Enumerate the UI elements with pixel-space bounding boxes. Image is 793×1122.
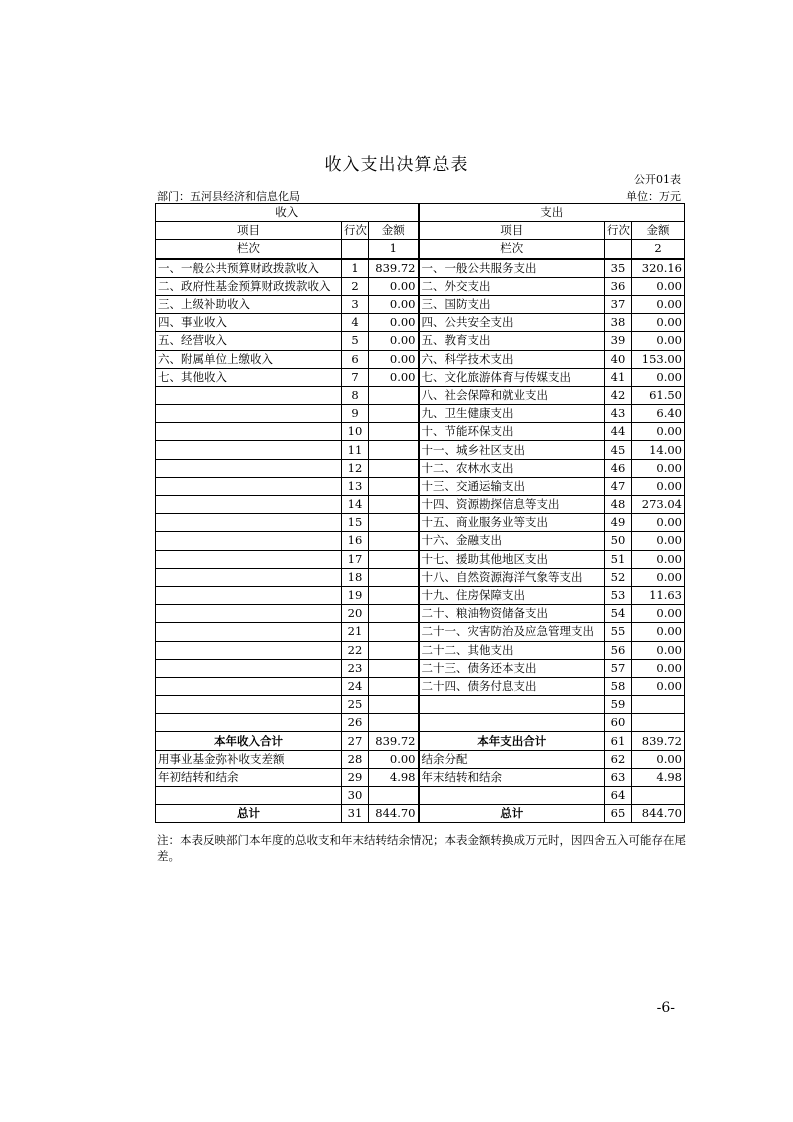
income-amount-cell: 4.98 [369,768,419,786]
income-line-cell: 18 [342,568,369,586]
income-header: 收入 [156,204,419,222]
income-amount-cell [369,605,419,623]
income-line-cell: 1 [342,259,369,278]
expense-item-cell [419,787,605,805]
income-line-cell: 22 [342,641,369,659]
expense-amount-cell: 844.70 [632,805,685,823]
income-amount-cell: 844.70 [369,805,419,823]
income-item-cell [156,605,342,623]
expense-item-cell: 十五、商业服务业等支出 [419,514,605,532]
expense-line-cell: 61 [605,732,632,750]
expense-amount-cell: 0.00 [632,314,685,332]
income-item-cell [156,459,342,477]
income-item-cell [156,514,342,532]
table-row [156,350,685,368]
expense-line-cell: 45 [605,441,632,459]
income-line-cell: 19 [342,586,369,604]
expense-amount-cell: 0.00 [632,623,685,641]
income-item-cell [156,677,342,695]
income-line-header: 行次 [342,222,369,240]
income-line-cell: 3 [342,295,369,313]
table-row [156,277,685,295]
income-item-cell [156,696,342,714]
expense-line-cell: 53 [605,586,632,604]
income-item-cell: 四、事业收入 [156,314,342,332]
income-line-cell: 2 [342,277,369,295]
expense-line-cell: 43 [605,405,632,423]
table-row [156,496,685,514]
income-item-cell [156,623,342,641]
expense-amount-cell: 320.16 [632,259,685,278]
income-line-cell: 11 [342,441,369,459]
form-number: 公开01表 [634,173,681,186]
table-row [156,805,685,823]
table-row [156,605,685,623]
expense-line-cell: 41 [605,368,632,386]
expense-amount-cell: 6.40 [632,405,685,423]
table-row [156,532,685,550]
income-amount-cell [369,459,419,477]
expense-item-cell: 十六、金融支出 [419,532,605,550]
expense-line-cell: 59 [605,696,632,714]
income-line-cell: 31 [342,805,369,823]
expense-amount-cell: 0.00 [632,677,685,695]
table-row [156,732,685,750]
expense-line-header: 行次 [605,222,632,240]
table-row [156,514,685,532]
table-row [156,787,685,805]
income-amount-cell: 0.00 [369,314,419,332]
expense-col-number: 2 [632,240,685,259]
income-item-cell: 六、附属单位上缴收入 [156,350,342,368]
income-line-cell: 21 [342,623,369,641]
table-row [156,623,685,641]
income-line-cell: 17 [342,550,369,568]
expense-item-cell [419,714,605,732]
table-row [156,477,685,495]
footnote: 注：本表反映部门本年度的总收支和年末结转结余情况；本表金额转换成万元时，因四舍五入可能存在尾差。 [157,833,686,863]
expense-line-cell: 62 [605,750,632,768]
income-amount-cell [369,696,419,714]
table-row [156,677,685,695]
income-amount-cell [369,514,419,532]
expense-line-cell: 51 [605,550,632,568]
income-line-cell: 15 [342,514,369,532]
expense-item-cell: 八、社会保障和就业支出 [419,386,605,404]
income-line-cell: 24 [342,677,369,695]
income-item-cell [156,405,342,423]
table-row [156,332,685,350]
expense-line-cell: 64 [605,787,632,805]
expense-item-cell: 一、一般公共服务支出 [419,259,605,278]
income-item-cell [156,586,342,604]
expense-line-cell: 50 [605,532,632,550]
expense-item-cell: 年末结转和结余 [419,768,605,786]
income-line-cell: 8 [342,386,369,404]
income-item-cell: 三、上级补助收入 [156,295,342,313]
expense-item-cell: 七、文化旅游体育与传媒支出 [419,368,605,386]
table-row [156,405,685,423]
expense-line-cell: 58 [605,677,632,695]
income-amount-cell [369,386,419,404]
table-row [156,550,685,568]
income-amount-cell: 0.00 [369,277,419,295]
expense-amount-cell: 0.00 [632,514,685,532]
income-item-cell [156,787,342,805]
expense-item-cell: 四、公共安全支出 [419,314,605,332]
income-col-label: 栏次 [156,240,342,259]
income-line-cell: 14 [342,496,369,514]
expense-item-cell: 二十一、灾害防治及应急管理支出 [419,623,605,641]
income-item-cell [156,477,342,495]
income-line-cell: 4 [342,314,369,332]
income-amount-cell: 839.72 [369,259,419,278]
table-row [156,295,685,313]
income-item-cell [156,550,342,568]
income-item-cell: 七、其他收入 [156,368,342,386]
expense-item-cell: 十二、农林水支出 [419,459,605,477]
expense-line-cell: 39 [605,332,632,350]
income-item-cell: 年初结转和结余 [156,768,342,786]
income-amount-cell [369,641,419,659]
expense-amount-cell: 153.00 [632,350,685,368]
expense-item-cell: 二十四、债务付息支出 [419,677,605,695]
expense-amount-cell: 273.04 [632,496,685,514]
header-columns-row [156,222,685,240]
expense-line-cell: 38 [605,314,632,332]
expense-amount-cell: 0.00 [632,750,685,768]
income-amount-cell [369,532,419,550]
income-amount-cell [369,496,419,514]
income-item-cell [156,714,342,732]
expense-item-cell: 十一、城乡社区支出 [419,441,605,459]
income-item-cell [156,386,342,404]
expense-item-cell: 本年支出合计 [419,732,605,750]
expense-header: 支出 [419,204,685,222]
income-col-blank [342,240,369,259]
table-row [156,641,685,659]
income-item-cell: 本年收入合计 [156,732,342,750]
income-amount-cell [369,659,419,677]
income-item-cell: 二、政府性基金预算财政拨款收入 [156,277,342,295]
table-row [156,659,685,677]
income-col-number: 1 [369,240,419,259]
expense-amount-cell: 0.00 [632,368,685,386]
income-line-cell: 25 [342,696,369,714]
expense-item-cell: 十四、资源勘探信息等支出 [419,496,605,514]
expense-amount-cell [632,696,685,714]
expense-item-cell: 十、节能环保支出 [419,423,605,441]
expense-item-cell: 九、卫生健康支出 [419,405,605,423]
expense-line-cell: 40 [605,350,632,368]
expense-amount-cell: 4.98 [632,768,685,786]
expense-line-cell: 56 [605,641,632,659]
expense-line-cell: 42 [605,386,632,404]
table-row [156,368,685,386]
page-number: -6- [656,1000,675,1016]
income-amount-cell [369,423,419,441]
expense-item-cell: 二十、粮油物资储备支出 [419,605,605,623]
table-row [156,568,685,586]
expense-item-cell: 结余分配 [419,750,605,768]
income-line-cell: 30 [342,787,369,805]
income-item-cell [156,496,342,514]
income-line-cell: 20 [342,605,369,623]
expense-line-cell: 60 [605,714,632,732]
expense-item-cell: 五、教育支出 [419,332,605,350]
expense-line-cell: 48 [605,496,632,514]
income-line-cell: 6 [342,350,369,368]
expense-amount-cell [632,787,685,805]
income-amount-cell [369,623,419,641]
expense-item-cell: 二、外交支出 [419,277,605,295]
expense-amount-cell: 0.00 [632,277,685,295]
expense-line-cell: 46 [605,459,632,477]
expense-amount-cell [632,714,685,732]
expense-col-label: 栏次 [419,240,605,259]
income-line-cell: 26 [342,714,369,732]
income-item-cell [156,568,342,586]
header-section-row [156,204,685,222]
expense-line-cell: 55 [605,623,632,641]
table-row [156,586,685,604]
income-line-cell: 9 [342,405,369,423]
income-amount-cell: 0.00 [369,295,419,313]
expense-line-cell: 63 [605,768,632,786]
expense-amount-cell: 14.00 [632,441,685,459]
income-line-cell: 23 [342,659,369,677]
income-line-cell: 10 [342,423,369,441]
income-item-cell: 一、一般公共预算财政拨款收入 [156,259,342,278]
income-amount-cell [369,677,419,695]
income-amount-cell [369,787,419,805]
expense-amount-cell: 0.00 [632,459,685,477]
expense-amount-cell: 61.50 [632,386,685,404]
table-row [156,259,685,278]
expense-item-cell: 六、科学技术支出 [419,350,605,368]
expense-item-header: 项目 [419,222,605,240]
expense-line-cell: 47 [605,477,632,495]
expense-amount-cell: 0.00 [632,532,685,550]
expense-item-cell: 二十三、债务还本支出 [419,659,605,677]
expense-amount-cell: 839.72 [632,732,685,750]
table-row [156,714,685,732]
expense-amount-cell: 0.00 [632,332,685,350]
page-title: 收入支出决算总表 [324,155,469,175]
header-colno-row [156,240,685,259]
income-line-cell: 12 [342,459,369,477]
expense-item-cell: 十九、住房保障支出 [419,586,605,604]
income-line-cell: 5 [342,332,369,350]
expense-amount-cell: 0.00 [632,295,685,313]
income-amount-cell: 0.00 [369,368,419,386]
expense-line-cell: 52 [605,568,632,586]
income-item-cell: 用事业基金弥补收支差额 [156,750,342,768]
expense-line-cell: 54 [605,605,632,623]
table-row [156,441,685,459]
expense-col-blank [605,240,632,259]
income-item-cell [156,659,342,677]
income-line-cell: 29 [342,768,369,786]
unit-label: 单位：万元 [626,190,681,203]
income-line-cell: 13 [342,477,369,495]
expense-line-cell: 65 [605,805,632,823]
income-amount-cell [369,477,419,495]
expense-item-cell: 二十二、其他支出 [419,641,605,659]
expense-item-cell: 总计 [419,805,605,823]
income-amount-cell [369,568,419,586]
income-amount-header: 金额 [369,222,419,240]
income-item-cell [156,641,342,659]
expense-amount-cell: 11.63 [632,586,685,604]
expense-amount-header: 金额 [632,222,685,240]
expense-amount-cell: 0.00 [632,659,685,677]
income-amount-cell [369,550,419,568]
income-item-cell: 五、经营收入 [156,332,342,350]
table-row [156,750,685,768]
table-row [156,386,685,404]
expense-amount-cell: 0.00 [632,477,685,495]
income-amount-cell [369,405,419,423]
income-amount-cell [369,586,419,604]
department-label: 部门：五河县经济和信息化局 [157,190,300,203]
income-line-cell: 16 [342,532,369,550]
expense-line-cell: 49 [605,514,632,532]
expense-amount-cell: 0.00 [632,550,685,568]
income-item-header: 项目 [156,222,342,240]
expense-line-cell: 44 [605,423,632,441]
table-row [156,314,685,332]
expense-line-cell: 36 [605,277,632,295]
income-amount-cell [369,714,419,732]
income-expense-table [155,203,685,823]
table-row [156,423,685,441]
income-item-cell [156,441,342,459]
income-amount-cell: 0.00 [369,750,419,768]
expense-item-cell: 三、国防支出 [419,295,605,313]
expense-item-cell: 十七、援助其他地区支出 [419,550,605,568]
expense-amount-cell: 0.00 [632,568,685,586]
income-amount-cell: 839.72 [369,732,419,750]
table-row [156,459,685,477]
expense-line-cell: 35 [605,259,632,278]
income-line-cell: 28 [342,750,369,768]
expense-item-cell: 十三、交通运输支出 [419,477,605,495]
income-line-cell: 7 [342,368,369,386]
expense-amount-cell: 0.00 [632,605,685,623]
income-amount-cell [369,441,419,459]
expense-item-cell: 十八、自然资源海洋气象等支出 [419,568,605,586]
table-row [156,696,685,714]
expense-amount-cell: 0.00 [632,641,685,659]
income-line-cell: 27 [342,732,369,750]
income-item-cell [156,532,342,550]
income-item-cell [156,423,342,441]
expense-amount-cell: 0.00 [632,423,685,441]
income-amount-cell: 0.00 [369,350,419,368]
expense-item-cell [419,696,605,714]
income-amount-cell: 0.00 [369,332,419,350]
table-row [156,768,685,786]
expense-line-cell: 57 [605,659,632,677]
income-item-cell: 总计 [156,805,342,823]
expense-line-cell: 37 [605,295,632,313]
